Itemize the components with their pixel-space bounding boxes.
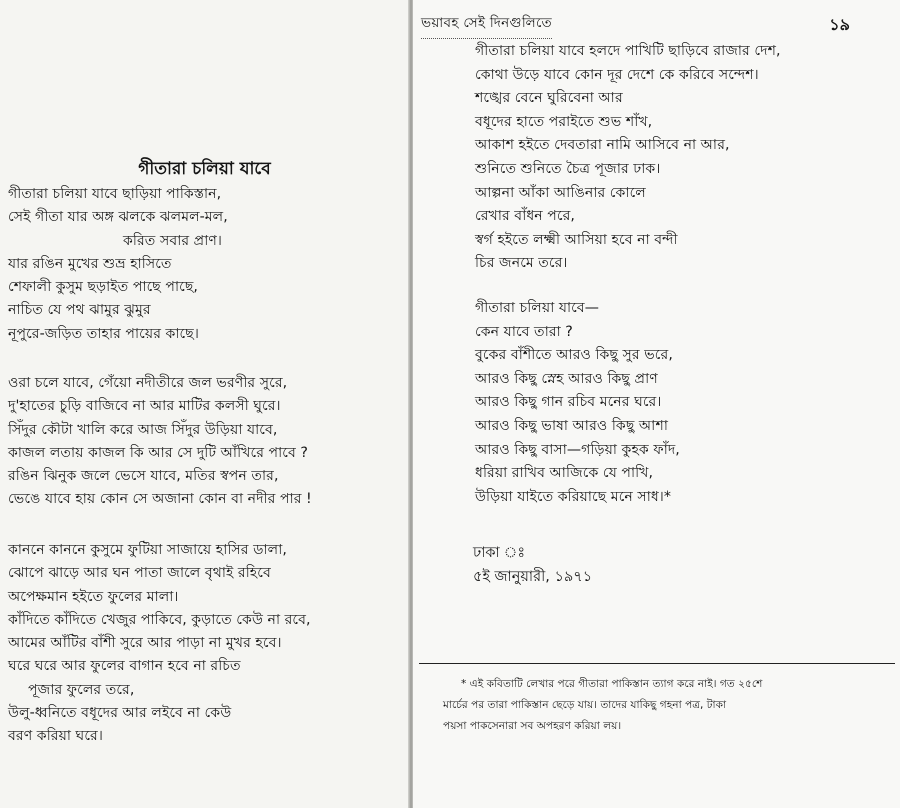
footnote-line: পয়সা পাকসেনারা সব অপহরণ করিয়া লয়। [443,720,622,732]
poem-line: শঙ্খের বেনে ঘুরিবেনা আর [475,90,623,107]
poem-line: বরণ করিয়া ঘরে। [8,728,103,745]
poem-line: করিত সবার প্রাণ। [123,232,222,249]
right-stanza-1 [475,40,780,276]
poem-line: নূপুরে-জড়িত তাহার পায়ের কাছে। [8,325,199,342]
poem-line: শেফালী কুসুম ছড়াইত পাছে পাছে, [8,279,198,296]
left-page [0,0,409,808]
poem-line: আরও কিছু স্নেহ আরও কিছু প্রাণ [475,370,658,387]
poem-line: দু'হাতের চুড়ি বাজিবে না আর মাটির কলসী ঘুরে। [8,398,281,415]
poem-line: অপেক্ষমান হইতে ফুলের মালা। [8,588,179,605]
poem-line: সেই গীতা যার অঙ্গ ঝলকে ঝলমল-মল, [8,209,228,226]
poem-line: পূজার ফুলের তরে, [28,681,135,698]
poem-line: আমের আঁটির বাঁশী সুরে আর পাড়া না মুখর হবে। [8,635,282,652]
poem-line: নাচিত যে পথ ঝামুর ঝুমুর [8,302,151,319]
poem-line: যার রঙিন মুখের শুভ্র হাসিতে [8,255,172,272]
poem-line: উড়িয়া যাইতে করিয়াছে মনে সাধ।* [475,488,671,505]
poem-line: আরও কিছু বাসা—গড়িয়া কুহক ফাঁদ, [475,441,680,458]
right-page [413,0,900,808]
poem-line: আরও কিছু গান রচিব মনের ঘরে। [475,394,662,411]
right-stanza-2 [475,297,680,509]
poem-line: ঘরে ঘরে আর ফুলের বাগান হবে না রচিত [8,658,241,675]
place-name: ঢাকা ঃ [473,545,526,561]
poem-line: কাঁদিতে কাঁদিতে খেজুর পাকিবে, কুড়াতে কেউ না রবে, [8,611,311,628]
poem-line: কোথা উড়ে যাবে কোন দূর দেশে কে করিবে সন্দেশ। [475,66,759,83]
poem-line: বুকের বাঁশীতে আরও কিছু সুর ভরে, [475,347,673,364]
poem-line: আকাশ হইতে দেবতারা নামি আসিবে না আর, [475,137,730,154]
poem-line: গীতারা চলিয়া যাবে ছাড়িয়া পাকিস্তান, [8,186,222,202]
footnote [443,674,889,737]
poem-line: রঙিন ঝিনুক জলে ভেসে যাবে, মতির স্বপন তার, [8,468,279,485]
footnote-line: * এই কবিতাটি লেখার পরে গীতারা পাকিস্তান ত্যাগ করে নাই। গত ২৫শে [461,678,763,690]
poem-line: ওরা চলে যাবে, গেঁয়ো নদীতীরে জল ভরণীর সুরে, [8,375,288,391]
poem-line: ভেঙে যাবে হায় কোন সে অজানা কোন বা নদীর পার ! [8,491,312,508]
poem-line: সিঁদুর কৌটা খালি করে আজ সিঁদুর উড়িয়া যাবে, [8,421,278,438]
poem-line: উলু-ধ্বনিতে বধূদের আর লইবে না কেউ [8,705,232,722]
poem-line: আরও কিছু ভাষা আরও কিছু আশা [475,417,668,434]
poem-line: ঝোপে ঝাড়ে আর ঘন পাতা জালে বৃথাই রহিবে [8,565,271,582]
poem-line: আল্পনা আঁকা আঙিনার কোলে [475,184,646,201]
footnote-rule [419,663,895,664]
poem-line: কেন যাবে তারা ? [475,323,573,340]
poem-line: চির জনমে তরে। [475,255,568,272]
poem-line: কাননে কাননে কুসুমে ফুটিয়া সাজায়ে হাসির ডালা, [8,542,287,558]
poem-title: গীতারা চলিয়া যাবে [138,159,271,180]
poem-line: গীতারা চলিয়া যাবে হলদে পাখিটি ছাড়িবে রাজার দেশ, [475,43,781,59]
poem-line: স্বর্গ হইতে লক্ষ্মী আসিয়া হবে না বন্দী [475,231,678,248]
page-number: ১৯ [829,15,850,34]
poem-line: ধরিয়া রাখিব আজিকে যে পাখি, [475,465,654,482]
poem-line: গীতারা চলিয়া যাবে— [475,300,599,316]
left-stanza-2 [8,372,312,512]
poem-date: ৫ই জানুয়ারী, ১৯৭১ [473,569,593,585]
poem-line: বধূদের হাতে পরাইতে শুভ শাঁখ, [475,113,653,130]
footnote-line: মার্চের পর তারা পাকিস্তান ছেড়ে যায়। তাদের যাকিছু গহনা পত্র, টাকা [443,699,727,711]
running-header: ভয়াবহ সেই দিনগুলিতে [421,12,552,39]
left-stanza-1 [8,183,228,346]
poem-line: রেখার বাঁধন পরে, [475,208,575,225]
left-stanza-3 [8,539,311,749]
poem-line: শুনিতে শুনিতে চৈত্র পূজার ঢাক। [475,160,661,177]
poem-line: কাজল লতায় কাজল কি আর সে দুটি আঁখিরে পাবে ? [8,444,308,461]
